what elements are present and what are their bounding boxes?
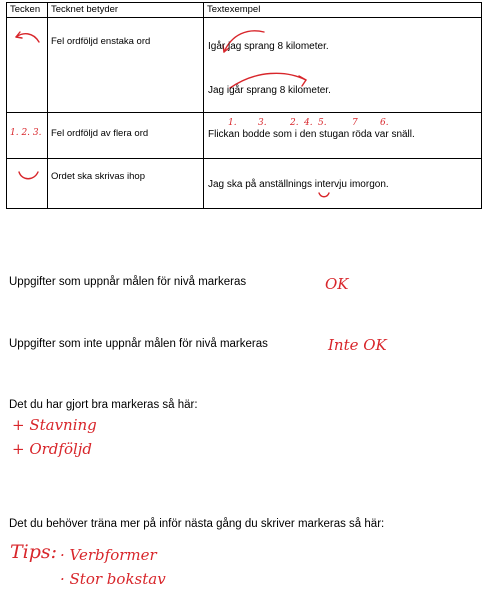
tips-item: · Verbformer xyxy=(60,546,157,564)
not-achieved-text: Uppgifter som inte uppnår målen för nivå markeras xyxy=(9,338,268,350)
tips-label: Tips: xyxy=(10,541,58,563)
order-number: 5. xyxy=(318,118,327,128)
example-cell xyxy=(204,159,482,209)
symbol-cell xyxy=(7,18,48,113)
legend-row-single-word xyxy=(7,18,482,113)
meaning-text: Fel ordföljd av flera ord xyxy=(51,128,149,139)
example-sentence: Igår jag sprang 8 kilometer. xyxy=(208,41,329,52)
number-order-symbol: 1. 2. 3. xyxy=(10,128,42,138)
example-cell xyxy=(204,18,482,113)
order-number: 1. xyxy=(228,118,237,128)
meaning-text: Ordet ska skrivas ihop xyxy=(51,171,145,182)
example-sentence: Jag ska på anställnings intervju imorgon. xyxy=(208,179,389,190)
order-number: 3. xyxy=(258,118,267,128)
order-number: 7 xyxy=(352,118,358,128)
example-cell xyxy=(204,113,482,159)
good-item: + Ordföljd xyxy=(12,440,93,458)
good-item: + Stavning xyxy=(12,416,97,434)
order-number: 4. xyxy=(304,118,313,128)
legend-row-multi-word xyxy=(7,113,482,159)
good-intro: Det du har gjort bra markeras så här: xyxy=(9,399,198,411)
header-example: Textexempel xyxy=(204,3,482,18)
achieved-text: Uppgifter som uppnår målen för nivå markeras xyxy=(9,276,247,288)
legend-table xyxy=(6,2,482,209)
order-number: 6. xyxy=(380,118,389,128)
meaning-text: Fel ordföljd enstaka ord xyxy=(51,36,151,47)
tips-item: · Stor bokstav xyxy=(60,570,166,588)
header-meaning: Tecknet betyder xyxy=(48,3,204,18)
header-symbol: Tecken xyxy=(7,3,48,18)
join-arc-icon xyxy=(14,169,44,185)
legend-header-row xyxy=(7,3,482,18)
example-sentence: Flickan bodde som i den stugan röda var snäll. xyxy=(208,129,415,140)
ok-mark: OK xyxy=(325,275,349,293)
improve-intro: Det du behöver träna mer på inför nästa gång du skriver markeras så här: xyxy=(9,518,385,530)
example-sentence-corrected: Jag igår sprang 8 kilometer. xyxy=(208,85,331,96)
curved-arrow-icon xyxy=(11,28,45,52)
not-ok-mark: Inte OK xyxy=(328,336,387,354)
order-number: 2. xyxy=(290,118,299,128)
legend-row-compound xyxy=(7,159,482,209)
join-arc-mark xyxy=(317,191,331,199)
